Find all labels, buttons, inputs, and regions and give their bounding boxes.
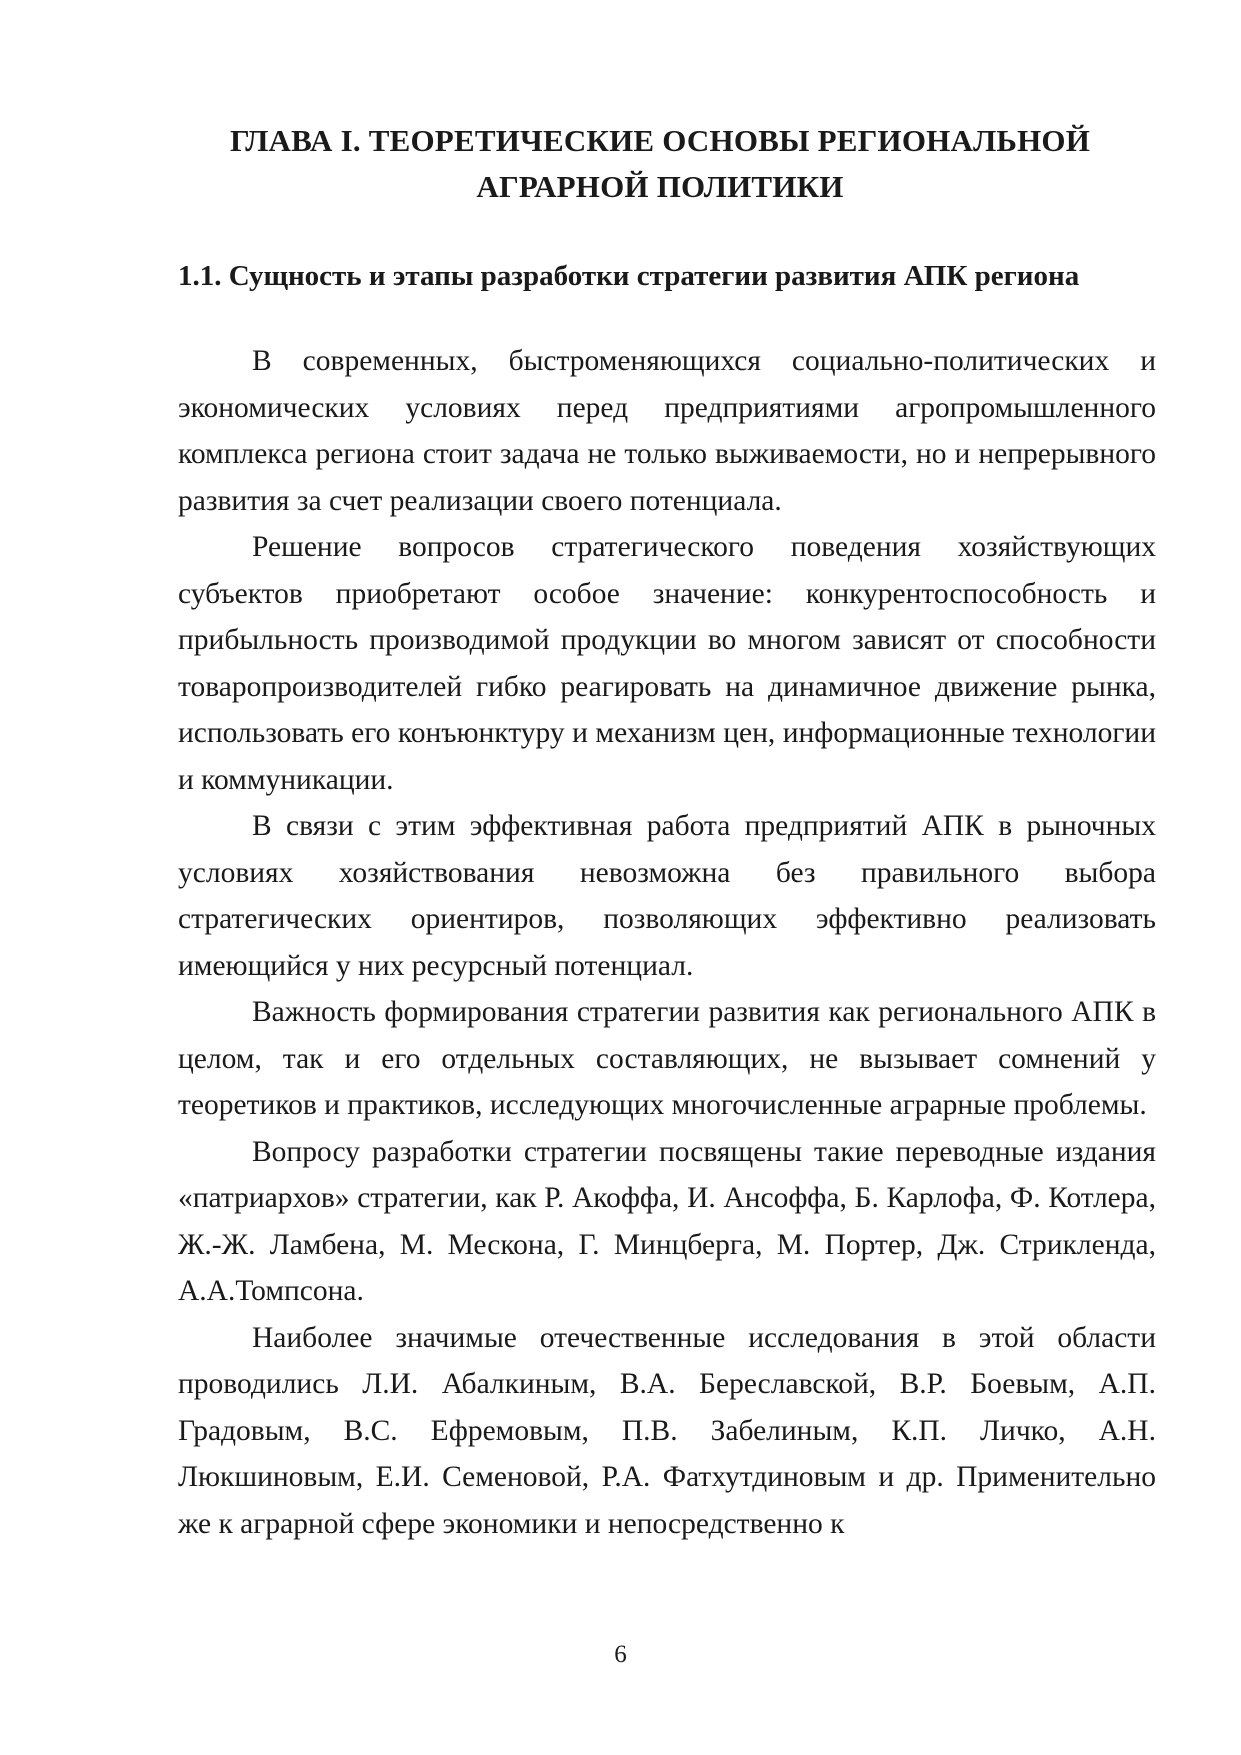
page-number: 6	[614, 1641, 627, 1668]
paragraph: Вопросу разработки стратегии посвящены такие переводные издания «патриархов» стратегии, как Р. Акоффа, И. Ансоффа, Б. Карлофа, Ф. Котлера, Ж.-Ж. Ламбена, М. Мескона, Г. Минцберга, М. Портер, Дж. Стрикленда, А.А.Томпсона.	[178, 1135, 1156, 1307]
paragraph: Наиболее значимые отечественные исследования в этой области проводились Л.И. Абалкиным, В.А. Береславской, В.Р. Боевым, А.П. Градовым, В.С. Ефремовым, П.В. Забелиным, К.П. Личко, А.Н. Люкшиновым, Е.И. Семеновой, Р.А. Фатхутдиновым и др. Применительно же к аграрной сфере экономики и непосредственно к	[178, 1321, 1156, 1540]
paragraph: Решение вопросов стратегического поведения хозяйствующих субъектов приобретают особое значение: конкурентоспособность и прибыльность производимой продукции во многом зависят от способности товаропроизводителей гибко реагировать на динамичное движение рынка, использовать его конъюнктуру и механизм цен, информационные технологии и коммуникации.	[178, 531, 1156, 796]
body-text	[178, 338, 1156, 1547]
chapter-title	[150, 118, 1170, 210]
section-title: 1.1. Сущность и этапы разработки стратегии развития АПК региона	[178, 260, 1080, 292]
paragraph: В современных, быстроменяющихся социально-политических и экономических условиях перед предприятиями агропромышленного комплекса региона стоит задача не только выживаемости, но и непрерывного развития за счет реализации своего потенциала.	[178, 345, 1156, 517]
chapter-title-line-1: ГЛАВА I. ТЕОРЕТИЧЕСКИЕ ОСНОВЫ РЕГИОНАЛЬНОЙ	[229, 123, 1091, 158]
paragraph: Важность формирования стратегии развития как регионального АПК в целом, так и его отдельных составляющих, не вызывает сомнений у теоретиков и практиков, исследующих многочисленные аграрные проблемы.	[178, 996, 1156, 1121]
paragraph: В связи с этим эффективная работа предприятий АПК в рыночных условиях хозяйствования невозможна без правильного выбора стратегических ориентиров, позволяющих эффективно реализовать имеющийся у них ресурсный потенциал.	[178, 810, 1156, 982]
chapter-title-line-2: АГРАРНОЙ ПОЛИТИКИ	[476, 169, 844, 204]
